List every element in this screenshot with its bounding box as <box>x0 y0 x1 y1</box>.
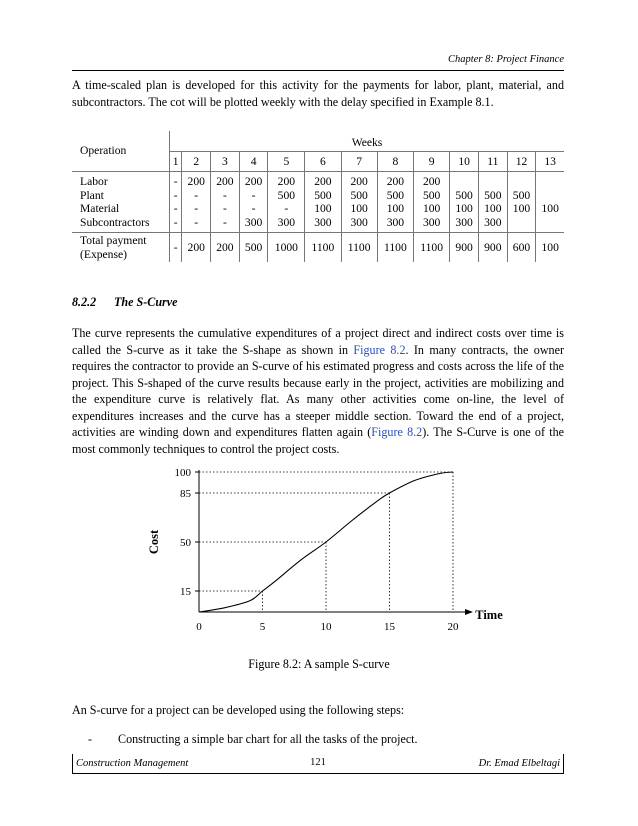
operation-label: Plant <box>80 188 104 202</box>
cell-value <box>537 216 563 230</box>
operation-header: Operation <box>72 131 170 172</box>
cell-value: 200 <box>314 175 332 188</box>
cell-value: 100 <box>484 202 502 215</box>
total-payment-label: Total payment (Expense) <box>72 233 170 263</box>
total-value: 200 <box>211 233 240 263</box>
week-number: 8 <box>377 151 413 172</box>
week-values-cell <box>536 172 564 233</box>
week-number: 10 <box>450 151 479 172</box>
week-number: 6 <box>305 151 341 172</box>
week-values-cell <box>478 172 507 233</box>
cell-value: 500 <box>455 188 473 202</box>
figure-link[interactable]: Figure 8.2 <box>371 425 423 439</box>
cell-value: 100 <box>541 202 559 215</box>
week-number: 2 <box>182 151 211 172</box>
cell-value: 200 <box>216 175 234 188</box>
week-values-cell <box>305 172 341 233</box>
cell-value: 500 <box>512 188 531 202</box>
operations-body-row <box>72 172 564 233</box>
cell-value: 200 <box>422 175 441 188</box>
week-number: 9 <box>414 151 450 172</box>
cell-value: - <box>173 215 178 229</box>
operation-labels <box>72 172 170 233</box>
cell-value: 100 <box>314 202 332 215</box>
total-value: 1100 <box>341 233 377 263</box>
total-value: 1100 <box>414 233 450 263</box>
cell-value: - <box>222 215 227 229</box>
cell-value: - <box>173 188 178 202</box>
week-values-cell <box>341 172 377 233</box>
total-value: 900 <box>450 233 479 263</box>
week-number: 7 <box>341 151 377 172</box>
cell-value <box>451 175 477 189</box>
s-curve-chart <box>136 460 516 650</box>
cell-value: 300 <box>484 215 502 229</box>
week-number: 5 <box>268 151 305 172</box>
week-number: 1 <box>170 151 182 172</box>
footer-author: Dr. Emad Elbeltagi <box>478 758 560 769</box>
cell-value: - <box>194 188 199 202</box>
week-values-cell <box>268 172 305 233</box>
cell-value <box>509 175 535 189</box>
cell-value: - <box>284 202 289 215</box>
cell-value: 100 <box>386 202 405 215</box>
cell-value: 300 <box>244 215 263 229</box>
week-values-cell <box>450 172 479 233</box>
cell-value: 200 <box>350 175 368 188</box>
cell-value: 500 <box>386 188 405 202</box>
cell-value: 300 <box>386 215 405 229</box>
total-value: 900 <box>478 233 507 263</box>
running-header: Chapter 8: Project Finance <box>448 54 564 65</box>
cell-value <box>537 189 563 203</box>
week-values-cell <box>170 172 182 233</box>
week-number: 13 <box>536 151 564 172</box>
header-rule <box>72 70 564 71</box>
cell-value: - <box>173 202 178 215</box>
total-value: 600 <box>507 233 536 263</box>
section-title: The S-Curve <box>114 295 178 309</box>
cell-value: - <box>194 215 199 229</box>
cell-value: - <box>222 188 227 202</box>
cell-value: 500 <box>277 188 296 202</box>
week-number: 3 <box>211 151 240 172</box>
steps-intro: An S-curve for a project can be developed using the following steps: <box>72 703 405 717</box>
week-number: 12 <box>507 151 536 172</box>
figure-link[interactable]: Figure 8.2 <box>353 342 406 357</box>
total-value: - <box>170 233 182 263</box>
week-number: 11 <box>478 151 507 172</box>
y-tick-label: 85 <box>180 488 191 500</box>
cell-value: - <box>251 202 256 215</box>
cell-value: - <box>173 175 178 188</box>
cell-value: 300 <box>455 215 473 229</box>
total-payment-row <box>72 233 564 263</box>
intro-paragraph: A time-scaled plan is developed for this activity for the payments for labor, plant, material, and subcontractors. The cot will be plotted weekly with the delay specified in Example 8.1. <box>72 78 564 109</box>
cell-value: 300 <box>277 215 296 229</box>
footer-book-title: Construction Management <box>76 758 189 769</box>
x-axis-arrow <box>465 609 473 615</box>
operation-label: Material <box>80 202 120 215</box>
cell-value <box>509 216 535 230</box>
operation-label: Subcontractors <box>80 215 150 229</box>
week-number: 4 <box>239 151 268 172</box>
x-axis-label: Time <box>475 608 503 622</box>
week-values-cell <box>507 172 536 233</box>
cell-value: 500 <box>314 188 332 202</box>
cell-value: - <box>222 202 227 215</box>
week-values-cell <box>377 172 413 233</box>
week-values-cell <box>182 172 211 233</box>
cell-value: 100 <box>512 202 531 215</box>
cell-value <box>480 175 506 189</box>
week-values-cell <box>211 172 240 233</box>
week-values-cell <box>239 172 268 233</box>
cell-value: 500 <box>350 188 368 202</box>
payment-table <box>72 131 564 262</box>
cell-value: 200 <box>386 175 405 188</box>
cell-value <box>537 175 563 189</box>
cell-value: 200 <box>277 175 296 188</box>
y-tick-label: 100 <box>174 467 191 479</box>
total-value: 1100 <box>305 233 341 263</box>
x-tick-label: 15 <box>384 621 395 633</box>
cell-value: - <box>194 202 199 215</box>
y-axis-label: Cost <box>147 529 161 555</box>
cell-value: 200 <box>244 175 263 188</box>
figure-caption: Figure 8.2: A sample S-curve <box>248 657 390 671</box>
total-value: 1000 <box>268 233 305 263</box>
cell-value: 100 <box>350 202 368 215</box>
list-item: - Constructing a simple bar chart for all the tasks of the project. <box>72 732 418 747</box>
cell-value: 200 <box>187 175 205 188</box>
cell-value: 300 <box>314 215 332 229</box>
y-tick-label: 50 <box>180 537 191 549</box>
cell-value: 100 <box>455 202 473 215</box>
cell-value: 300 <box>422 215 441 229</box>
cell-value: - <box>251 188 256 202</box>
total-value: 500 <box>239 233 268 263</box>
page-number: 121 <box>310 757 326 768</box>
x-tick-label: 0 <box>196 621 202 633</box>
section-heading <box>72 295 178 310</box>
cell-value: 100 <box>422 202 441 215</box>
cell-value: 300 <box>350 215 368 229</box>
total-value: 200 <box>182 233 211 263</box>
weeks-header: Weeks <box>170 131 565 151</box>
x-tick-label: 10 <box>320 621 332 633</box>
list-dash: - <box>88 732 93 746</box>
cell-value: 500 <box>484 188 502 202</box>
cell-value: 500 <box>422 188 441 202</box>
s-curve-paragraph: The curve represents the cumulative expenditures of a project direct and indirect costs over time is called the S-curve as it take the S-shape as shown in Figure 8.2. In many contracts, the owner requires the contractor to provide an S-curve of his estimated progress and costs across the life of the project. This S-shaped of the curve results because early in the project, activities are mobilizing and the expenditure curve is relatively flat. As many other activities come on-line, the level of expenditures increases and the curve has a steeper middle section. Toward the end of a project, activities are winding down and expenditures flatten again (Figure 8.2). The S-Curve is one of the most commonly techniques to control the project costs. <box>72 326 565 456</box>
week-values-cell <box>414 172 450 233</box>
y-tick-label: 15 <box>180 586 191 598</box>
x-tick-label: 5 <box>259 621 266 633</box>
section-number: 8.2.2 <box>72 295 97 309</box>
total-value: 1100 <box>377 233 413 263</box>
x-tick-label: 20 <box>447 621 459 633</box>
operation-label: Labor <box>80 175 108 188</box>
total-value: 100 <box>536 233 564 263</box>
